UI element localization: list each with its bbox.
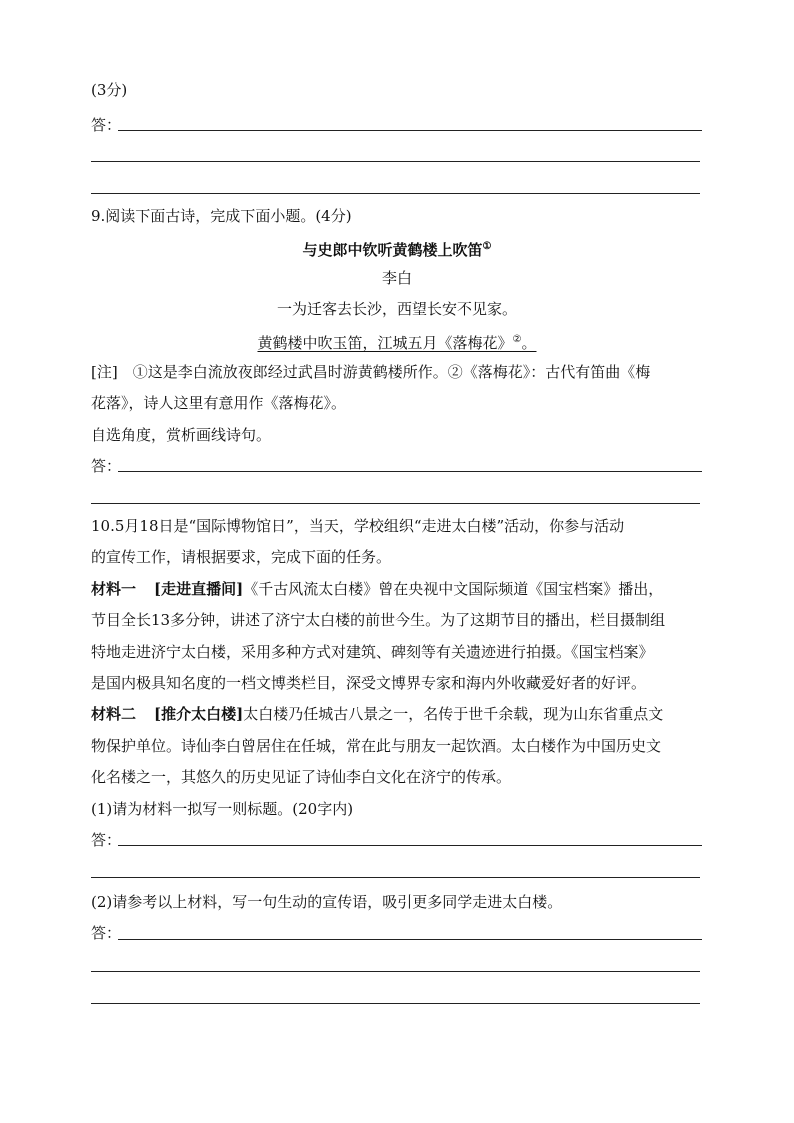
q10-sub-2-answer-line-2[interactable] bbox=[91, 971, 700, 972]
material-1-line-1 bbox=[91, 579, 663, 599]
q9-note-line-1: [注] ①这是李白流放夜郎经过武昌时游黄鹤楼所作。②《落梅花》：古代有笛曲《梅 bbox=[91, 363, 651, 381]
q8-answer-label: 答： bbox=[91, 116, 122, 134]
material-2-line-3: 化名楼之一，其悠久的历史见证了诗仙李白文化在济宁的传承。 bbox=[91, 768, 512, 786]
material-1-line-3: 特地走进济宁太白楼，采用多种方式对建筑、碑刻等有关遗迹进行拍摄。《国宝档案》 bbox=[91, 643, 654, 661]
poem-line-2-note: ② bbox=[512, 334, 522, 345]
poem-title-note: ① bbox=[482, 241, 492, 252]
q10-stem-line-2: 的宣传工作，请根据要求，完成下面的任务。 bbox=[91, 548, 392, 566]
q10-stem-line-1: 10.5月18日是“国际博物馆日”，当天，学校组织“走进太白楼”活动，你参与活动 bbox=[91, 517, 625, 535]
q10-sub-1-answer-line-2[interactable] bbox=[91, 877, 700, 878]
material-1-text-1: 《千古风流太白楼》曾在央视中文国际频道《国宝档案》播出， bbox=[243, 580, 664, 598]
q8-answer-line-3[interactable] bbox=[91, 193, 700, 194]
material-1-label: 材料一 bbox=[91, 580, 137, 598]
q9-answer-label: 答： bbox=[91, 457, 122, 475]
q9-answer-line-2[interactable] bbox=[91, 503, 700, 504]
q10-sub-1-answer-line-1[interactable] bbox=[118, 845, 702, 846]
poem-line-2-text: 黄鹤楼中吹玉笛，江城五月《落梅花》 bbox=[257, 334, 513, 352]
q9-note-line-2: 花落》，诗人这里有意用作《落梅花》。 bbox=[91, 394, 347, 412]
material-1-tag: [走进直播间] bbox=[154, 580, 244, 598]
material-1-line-2: 节目全长13多分钟，讲述了济宁太白楼的前世今生。为了这期节目的播出，栏目摄制组 bbox=[91, 611, 666, 629]
q10-sub-2-answer-label: 答： bbox=[91, 924, 122, 942]
q10-sub-1-answer-label: 答： bbox=[91, 831, 122, 849]
material-2-line-2: 物保护单位。诗仙李白曾居住在任城，常在此与朋友一起饮酒。太白楼作为中国历史文 bbox=[91, 737, 662, 755]
q10-sub-2-answer-line-1[interactable] bbox=[118, 939, 702, 940]
q8-score: (3分) bbox=[91, 81, 128, 99]
poem-line-2-underlined bbox=[258, 334, 537, 352]
material-1-line-4: 是国内极具知名度的一档文博类栏目，深受文博界专家和海内外收藏爱好者的好评。 bbox=[91, 674, 647, 692]
poem-title-text: 与史郎中钦听黄鹤楼上吹笛 bbox=[302, 241, 483, 259]
q9-answer-line-1[interactable] bbox=[118, 471, 702, 472]
poem-author: 李白 bbox=[381, 269, 412, 287]
q9-task: 自选角度，赏析画线诗句。 bbox=[91, 426, 272, 444]
poem-line-2 bbox=[0, 330, 794, 353]
poem-line-1: 一为迁客去长沙，西望长安不见家。 bbox=[276, 300, 517, 318]
q10-sub-2: (2)请参考以上材料，写一句生动的宣传语，吸引更多同学走进太白楼。 bbox=[91, 893, 563, 911]
q8-answer-line-1[interactable] bbox=[118, 130, 702, 131]
material-2-tag: [推介太白楼] bbox=[154, 705, 244, 723]
material-2-text-1: 太白楼乃任城古八景之一，名传于世千余载，现为山东省重点文 bbox=[243, 705, 664, 723]
material-2-line-1 bbox=[91, 704, 663, 724]
q10-sub-2-answer-line-3[interactable] bbox=[91, 1003, 700, 1004]
material-2-label: 材料二 bbox=[91, 705, 137, 723]
poem-line-2-end: 。 bbox=[521, 334, 537, 352]
q10-sub-1: (1)请为材料一拟写一则标题。(20字内) bbox=[91, 800, 354, 818]
q9-stem: 9.阅读下面古诗，完成下面小题。(4分) bbox=[91, 207, 352, 225]
poem-title bbox=[0, 237, 794, 260]
q8-answer-line-2[interactable] bbox=[91, 161, 700, 162]
